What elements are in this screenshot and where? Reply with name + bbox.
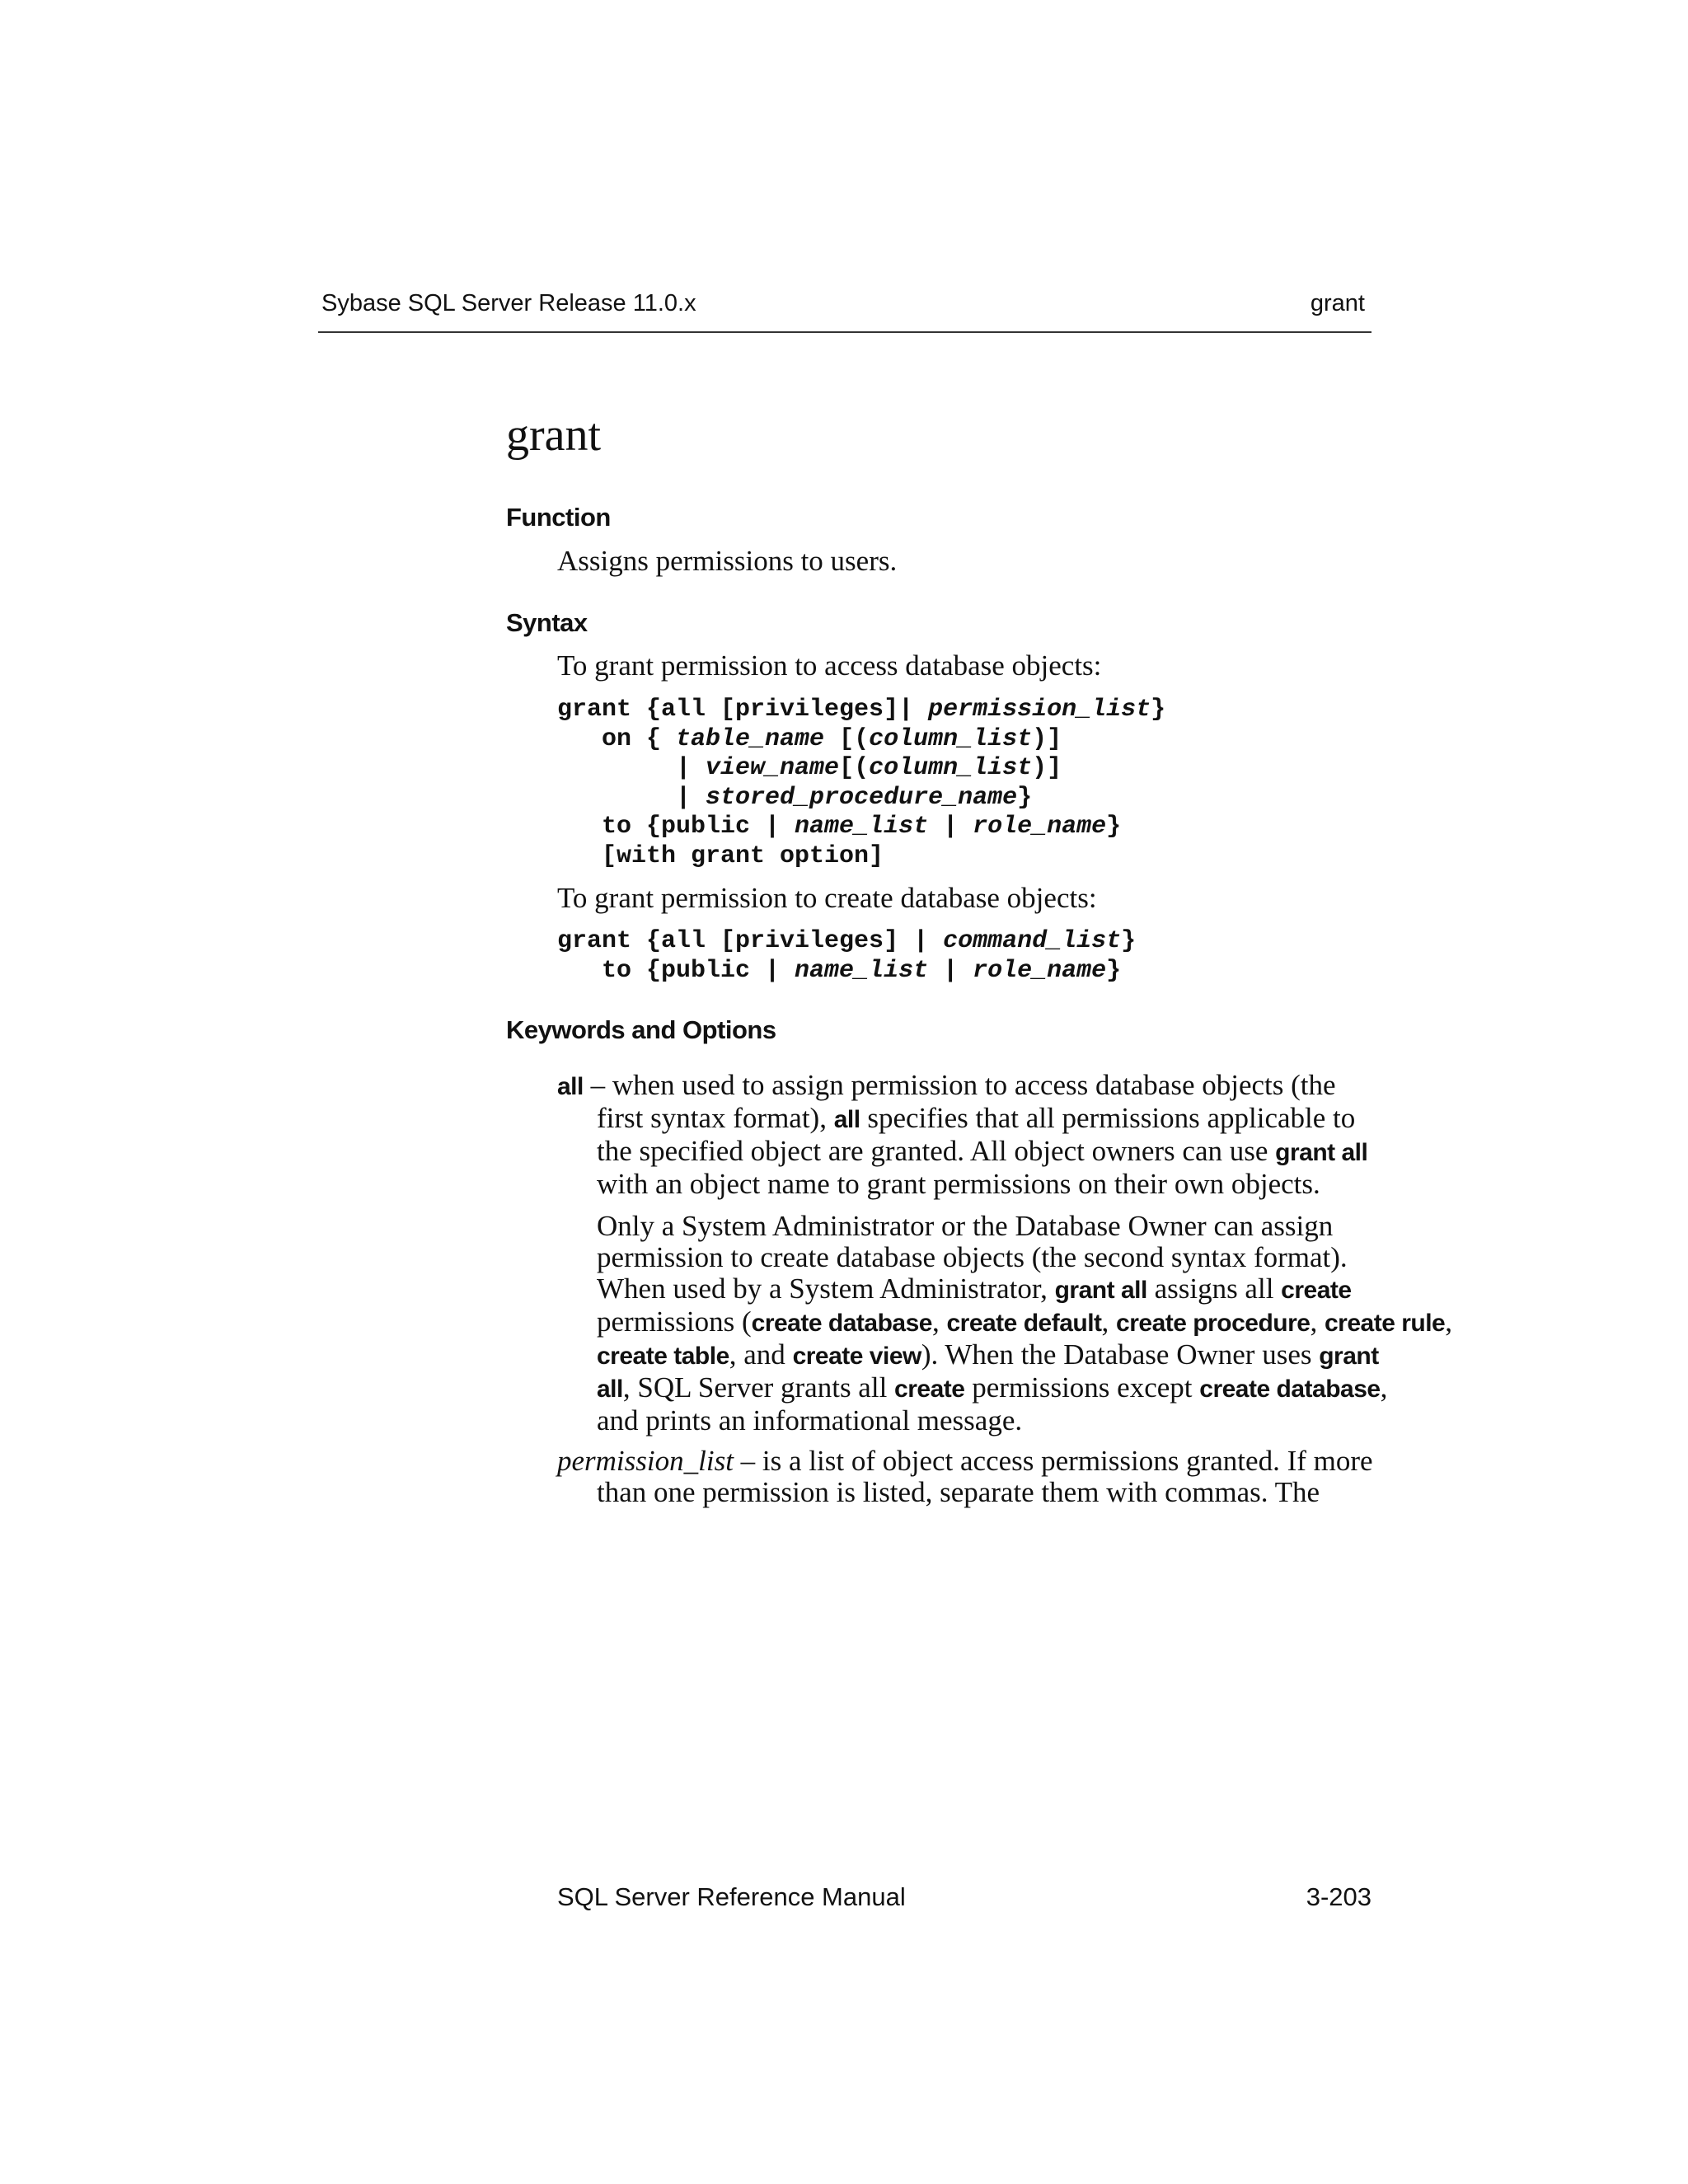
footer-page-number: 3-203	[1306, 1882, 1372, 1911]
syntax-intro-access: To grant permission to access database objects:	[557, 649, 1102, 682]
syntax-block-create: grant {all [privileges] | command_list} to {public | name_list | role_name}	[557, 927, 1137, 985]
keywords-heading: Keywords and Options	[506, 1015, 776, 1044]
header-command: grant	[1310, 290, 1365, 316]
keyword-all-entry: all – when used to assign permission to access database objects (the first syntax format), all specifies that all permissions applicable to the specified object are granted. All object owners can use grant all with an object name to grant permissions on their own objects.	[557, 1069, 1368, 1200]
syntax-heading: Syntax	[506, 608, 588, 637]
page-title: grant	[506, 410, 602, 461]
syntax-intro-create: To grant permission to create database objects:	[557, 882, 1097, 914]
running-header	[318, 290, 1372, 333]
footer-manual-title: SQL Server Reference Manual	[557, 1882, 906, 1911]
keyword-all-term: all	[557, 1073, 584, 1100]
function-heading: Function	[506, 503, 611, 532]
keyword-permission-list-term: permission_list	[557, 1445, 734, 1477]
keyword-all-paragraph-2: Only a System Administrator or the Database Owner can assign permission to create database objects (the second syntax format). When used by a System Administrator, grant all assigns all create permissions (create database, create default, create procedure, create rule, create table, and create view). When the Database Owner uses grant all, SQL Server grants all create permissions except create database, and prints an informational message.	[597, 1210, 1452, 1436]
syntax-block-access: grant {all [privileges]| permission_list} on { table_name [(column_list)] | view_name[(column_list)] | stored_procedure_name} to {public | name_list | role_name} [with grant option]	[557, 696, 1166, 870]
function-text: Assigns permissions to users.	[557, 545, 898, 577]
header-release: Sybase SQL Server Release 11.0.x	[321, 290, 696, 316]
keyword-permission-list-entry: permission_list – is a list of object access permissions granted. If more than one permission is listed, separate them with commas. The	[557, 1445, 1373, 1508]
